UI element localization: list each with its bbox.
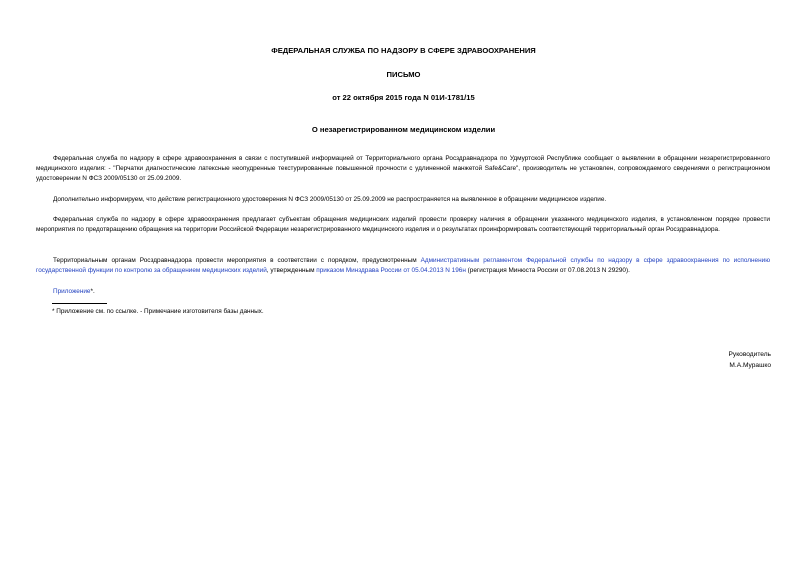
- paragraph-4-text-b: , утвержденным: [266, 267, 317, 274]
- footnote: * Приложение см. по ссылке. - Примечание изготовителя базы данных.: [52, 308, 264, 315]
- order-link[interactable]: приказом Минздрава России от 05.04.2013 N 196н: [316, 267, 466, 274]
- appendix-mark: *.: [90, 288, 95, 295]
- agency-heading: ФЕДЕРАЛЬНАЯ СЛУЖБА ПО НАДЗОРУ В СФЕРЕ ЗДРАВООХРАНЕНИЯ: [271, 46, 536, 55]
- footnote-divider: [52, 303, 107, 304]
- signature-name: М.А.Мурашко: [729, 362, 771, 369]
- paragraph-4: [36, 256, 770, 276]
- document-type-heading: ПИСЬМО: [386, 70, 421, 79]
- regulation-link[interactable]: Административным регламентом Федеральной службы по надзору в сфере здравоохранения по исполнению государственной функции по контролю за обращением медицинских изделий: [36, 257, 770, 274]
- paragraph-3: Федеральная служба по надзору в сфере здравоохранения предлагает субъектам обращения медицинских изделий провести проверку наличия в обращении указанного медицинского изделия, в установленном порядке провести мероприятия по предотвращению обращения на территории Российской Федерации незарегистрированного медицинского изделия и о результатах проинформировать соответствующий территориальный орган Росздравнадзора.: [36, 216, 770, 233]
- appendix-link[interactable]: Приложение: [53, 288, 91, 295]
- paragraph-1: Федеральная служба по надзору в сфере здравоохранения в связи с поступившей информацией от Территориального органа Росздравнадзора по Удмуртской Республике сообщает о выявлении в обращении незарегистрированного медицинского изделия: - "Перчатки диагностические латексные неопудренные текстурированные повышенной прочности с удлиненной манжетой Safe&Care", производитель не установлен, сопровождаемого сведениями о регистрационном удостоверении N ФСЗ 2009/05130 от 25.09.2009.: [36, 155, 770, 182]
- paragraph-4-text-a: Территориальным органам Росздравнадзора провести мероприятия в соответствии с порядком, предусмотренным: [53, 257, 421, 264]
- date-number-heading: от 22 октября 2015 года N 01И-1781/15: [332, 93, 475, 102]
- signature-title: Руководитель: [728, 351, 771, 358]
- paragraph-4-text-c: (регистрация Минюста России от 07.08.2013 N 29290).: [465, 267, 630, 274]
- subject-heading: О незарегистрированном медицинском изделии: [311, 125, 496, 134]
- paragraph-2: Дополнительно информируем, что действие регистрационного удостоверения N ФСЗ 2009/05130 от 25.09.2009 не распространяется на выявленное в обращении медицинское изделие.: [53, 196, 607, 203]
- appendix-line: [36, 287, 770, 297]
